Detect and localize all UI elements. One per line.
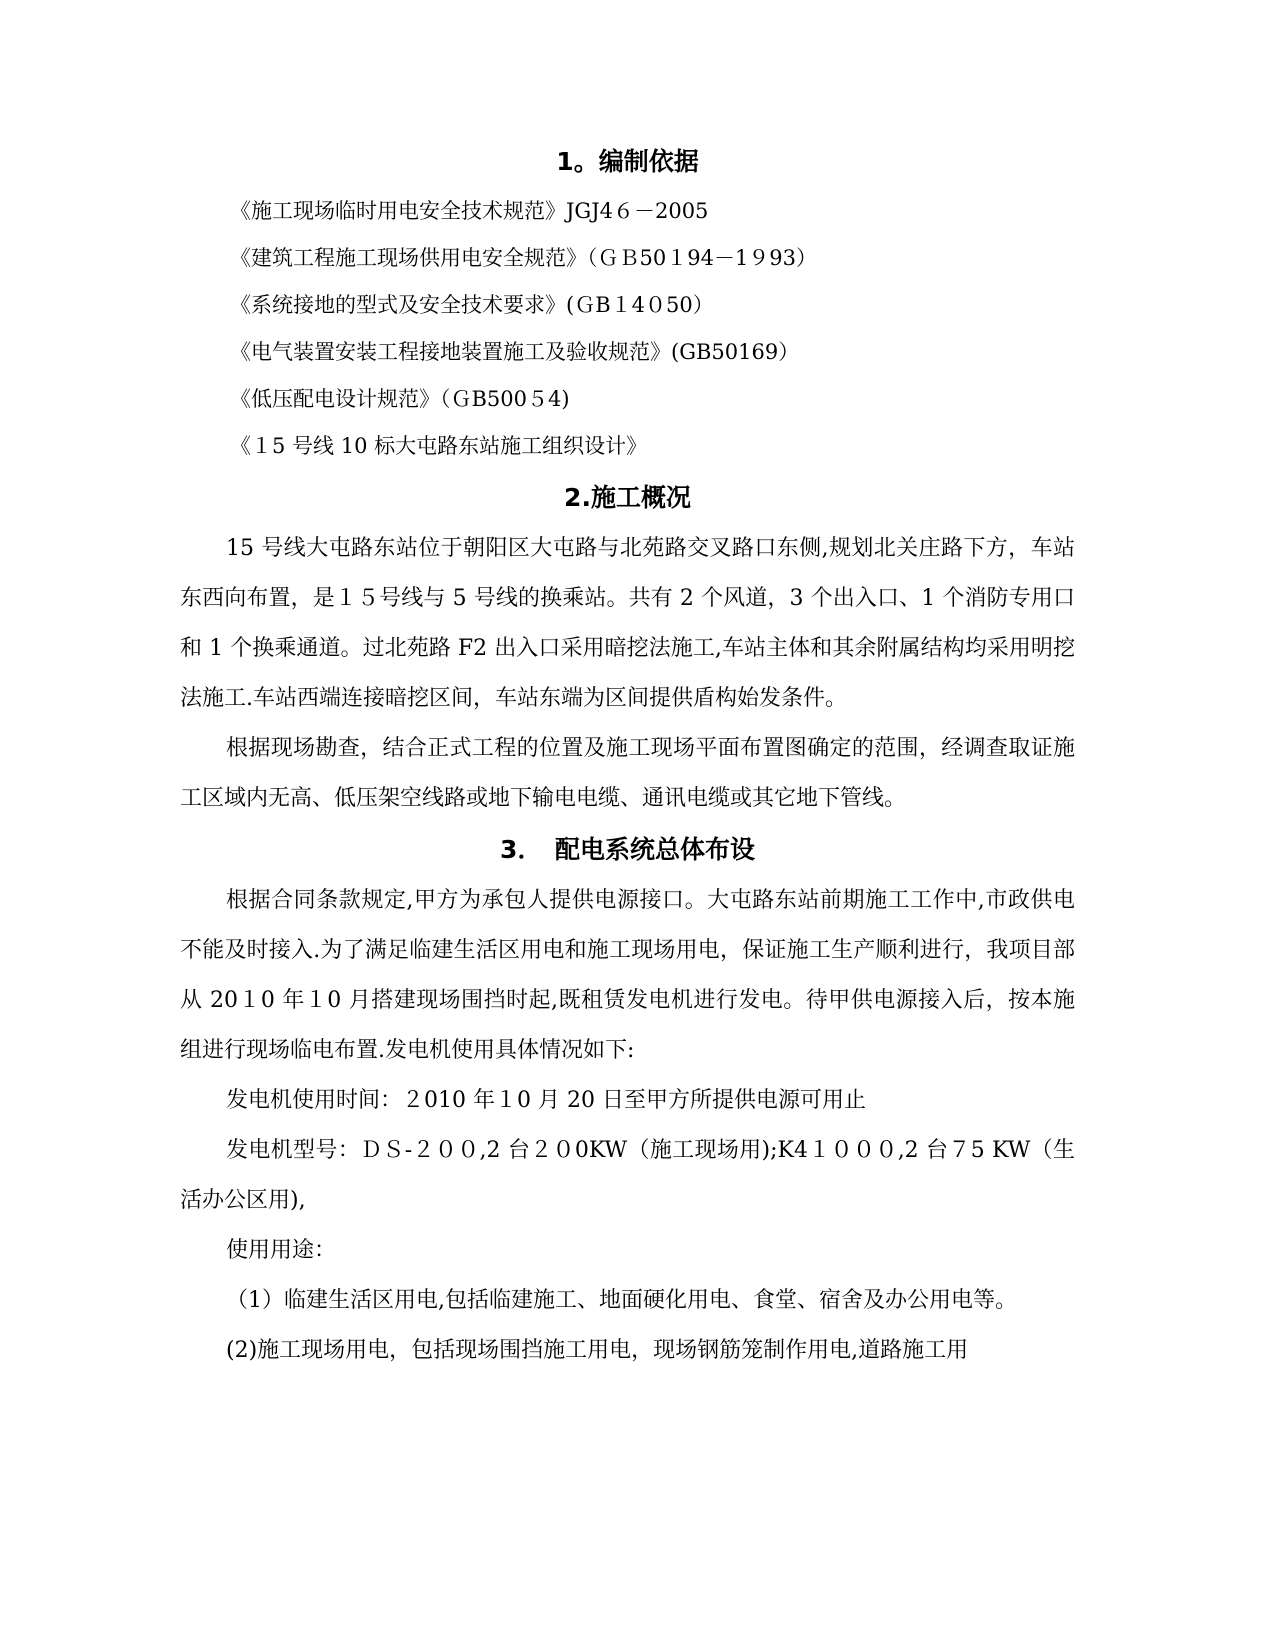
usage-item-1: （1）临建生活区用电,包括临建施工、地面硬化用电、食堂、宿舍及办公用电等。 [226, 1288, 1017, 1313]
reference-item: 《施工现场临时用电安全技术规范》JGJ4６－2005 [230, 199, 709, 223]
contract-paragraph: 根据合同条款规定,甲方为承包人提供电源接口。大屯路东站前期施工工作中,市政供电不能及时接入.为了满足临建生活区用电和施工现场用电，保证施工生产顺利进行，我项目部从 20１0 年１0 月搭建现场围挡时起,既租赁发电机进行发电。待甲供电源接入后，按本施组进行现场临电布置.发电机使用具体情况如下: [180, 888, 1075, 1063]
usage-label: 使用用途： [226, 1238, 337, 1263]
reference-item: 《电气装置安装工程接地装置施工及验收规范》(GB50169） [230, 340, 800, 364]
section-1-heading: 1。编制依据 [556, 147, 699, 176]
reference-item: 《建筑工程施工现场供用电安全规范》（ＧＢ50１94－1９93） [230, 246, 818, 270]
section-3-heading: 3． 配电系统总体布设 [500, 835, 755, 864]
usage-item-2: (2)施工现场用电，包括现场围挡施工用电，现场钢筋笼制作用电,道路施工用 [226, 1338, 969, 1363]
reference-list [180, 188, 1075, 470]
reference-item: 《系统接地的型式及安全技术要求》(ＧB１4０50） [230, 293, 714, 317]
overview-paragraph: 15 号线大屯路东站位于朝阳区大屯路与北苑路交叉路口东侧,规划北关庄路下方，车站东西向布置，是１５号线与 5 号线的换乘站。共有 2 个风道，3 个出入口、1 个消防专用口和 1 个换乘通道。过北苑路 F2 出入口采用暗挖法施工,车站主体和其余附属结构均采用明挖法施工.车站西端连接暗挖区间，车站东端为区间提供盾构始发条件。 [180, 536, 1075, 711]
reference-item: 《低压配电设计规范》（ＧB500５4) [230, 387, 570, 411]
survey-paragraph: 根据现场勘查，结合正式工程的位置及施工现场平面布置图确定的范围，经调查取证施工区域内无高、低压架空线路或地下输电电缆、通讯电缆或其它地下管线。 [180, 736, 1075, 811]
generator-time-line: 发电机使用时间：２010 年１0 月 20 日至甲方所提供电源可用止 [226, 1088, 866, 1113]
reference-item: 《１5 号线 10 标大屯路东站施工组织设计》 [230, 434, 648, 458]
section-2-heading: 2.施工概况 [564, 483, 691, 512]
document-page [180, 140, 1075, 1376]
generator-model-line: 发电机型号：ＤＳ-２００,2 台２０0KW（施工现场用);K4１０００,2 台７5 KW（生活办公区用), [180, 1138, 1075, 1213]
